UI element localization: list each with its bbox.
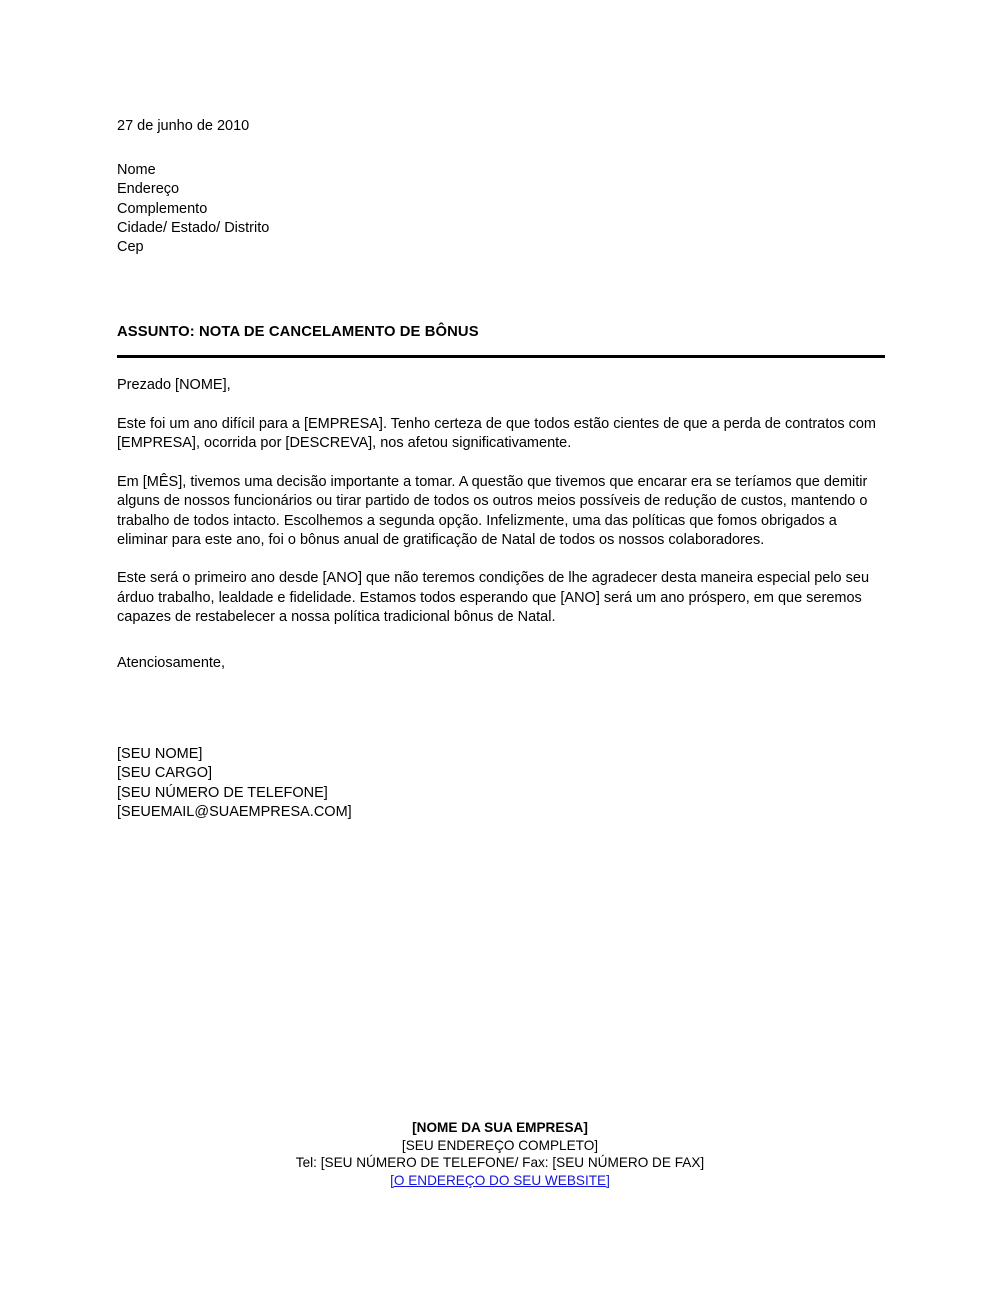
footer-address: [SEU ENDEREÇO COMPLETO] (401, 1137, 599, 1153)
signature-name: [SEU NOME] (117, 745, 203, 762)
footer-website-link[interactable]: [O ENDEREÇO DO SEU WEBSITE] (390, 1172, 610, 1188)
signature-title: [SEU CARGO] (117, 765, 213, 782)
recipient-line-city-state: Cidade/ Estado/ Distrito (117, 219, 270, 236)
recipient-line-address: Endereço (117, 181, 180, 198)
salutation: Prezado [NOME], (117, 377, 231, 394)
recipient-line-postal-code: Cep (117, 239, 144, 256)
letter-body (117, 376, 883, 672)
signature-phone: [SEU NÚMERO DE TELEFONE] (117, 784, 328, 801)
recipient-address-block (117, 161, 883, 257)
signature-block (117, 745, 883, 822)
page-footer (0, 1119, 1000, 1189)
recipient-line-name: Nome (117, 162, 156, 178)
footer-company-name: [NOME DA SUA EMPRESA] (412, 1120, 588, 1135)
letter-date: 27 de junho de 2010 (117, 118, 250, 134)
signature-email: [SEUEMAIL@SUAEMPRESA.COM] (117, 803, 352, 820)
subject-heading: ASSUNTO: NOTA DE CANCELAMENTO DE BÔNUS (117, 324, 479, 341)
subject-section (117, 323, 883, 358)
recipient-line-complement: Complemento (117, 200, 208, 217)
subject-divider-rule (117, 355, 885, 358)
footer-contact: Tel: [SEU NÚMERO DE TELEFONE/ Fax: [SEU NÚMERO DE FAX] (295, 1155, 705, 1170)
closing-salutation: Atenciosamente, (117, 654, 226, 671)
body-paragraph-3: Este será o primeiro ano desde [ANO] que não teremos condições de lhe agradecer desta maneira especial pelo seu árduo trabalho, lealdade e fidelidade. Estamos todos esperando que [ANO] será um ano próspero, em que seremos capazes de restabelecer a nossa política tradicional bônus de Natal. (117, 570, 870, 626)
body-paragraph-1: Este foi um ano difícil para a [EMPRESA]. Tenho certeza de que todos estão cientes de que a perda de contratos com [EMPRESA], ocorrida por [DESCREVA], nos afetou significativamente. (117, 415, 877, 452)
footer-website-wrap (0, 1172, 1000, 1190)
body-paragraph-2: Em [MÊS], tivemos uma decisão importante a tomar. A questão que tivemos que encarar era se teríamos que demitir alguns de nossos funcionários ou tirar partido de todos os outros meios possíveis de redução de custos, mantendo o trabalho de todos intacto. Escolhemos a segunda opção. Infelizmente, uma das políticas que fomos obrigados a eliminar para este ano, foi o bônus anual de gratificação de Natal de todos os nossos colaboradores. (117, 473, 868, 548)
letter-content (117, 0, 883, 822)
